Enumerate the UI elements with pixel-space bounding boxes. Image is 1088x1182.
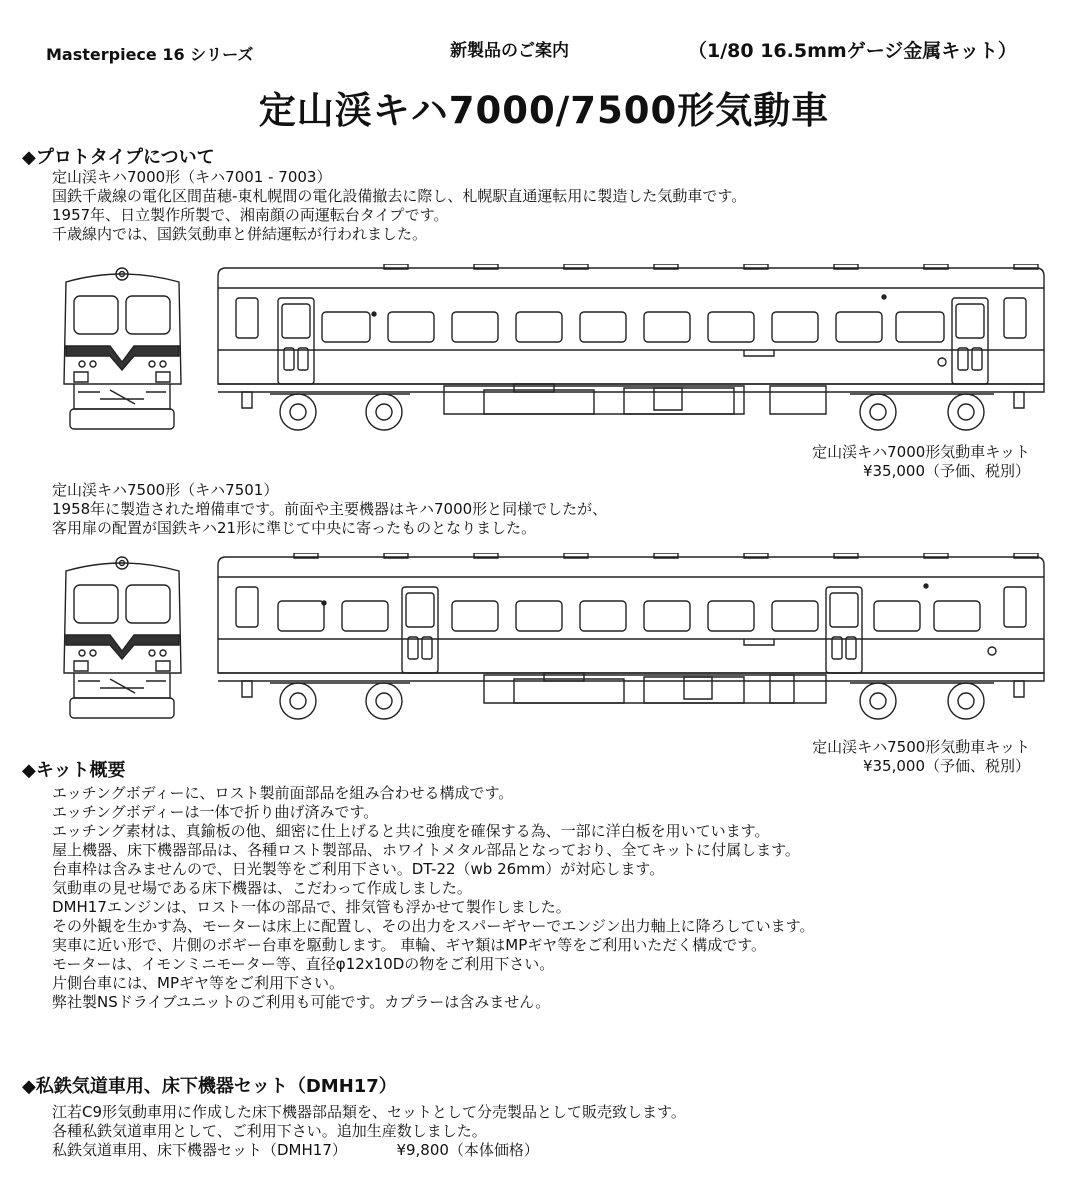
- kit-heading: ◆キット概要: [22, 760, 126, 781]
- text-line: 定山渓キハ7000形（キハ7001 - 7003）: [52, 168, 332, 186]
- text-line: 台車枠は含みませんので、日光製等をご利用下さい。DT-22（wb 26mm）が対応します。: [52, 860, 665, 878]
- text-line: 片側台車には、MPギヤ等をご利用下さい。: [52, 974, 344, 992]
- kiha7500-product-price: ¥35,000（予価、税別）: [862, 757, 1030, 775]
- page-title: 定山渓キハ7000/7500形気動車: [258, 89, 830, 132]
- text-line: 弊社製NSドライブユニットのご利用も可能です。カプラーは含みません。: [52, 993, 551, 1011]
- text-line: 1957年、日立製作所製で、湘南顔の両運転台タイプです。: [52, 206, 449, 224]
- kiha7000-product-name: 定山渓キハ7000形気動車キット: [812, 443, 1030, 461]
- underfloor-heading: ◆私鉄気道車用、床下機器セット（DMH17）: [22, 1076, 397, 1097]
- kiha7000-front-drawing: [60, 264, 185, 434]
- text-line: エッチング素材は、真鍮板の他、細密に仕上げると共に強度を確保する為、一部に洋白板を用いています。: [52, 822, 770, 840]
- kiha7000-side-drawing: [214, 264, 1048, 436]
- kiha7500-caption: [812, 738, 1030, 776]
- text-line: 国鉄千歳線の電化区間苗穂-東札幌間の電化設備撤去に際し、札幌駅直通運転用に製造した気動車です。: [52, 187, 747, 205]
- text-line: エッチングボディーに、ロスト製前面部品を組み合わせる構成です。: [52, 784, 514, 802]
- text-line: 江若C9形気動車用に作成した床下機器部品類を、セットとして分売製品として販売致します。: [52, 1103, 686, 1121]
- kiha7000-caption: [812, 443, 1030, 481]
- kit-description: [52, 784, 814, 1012]
- underfloor-product-line: [52, 1141, 686, 1160]
- kiha7000-description: [52, 168, 746, 244]
- kiha7500-front-drawing: [60, 553, 185, 723]
- text-line: 実車に近い形で、片側のボギー台車を駆動します。 車輪、ギヤ類はMPギヤ等をご利用いただく構成です。: [52, 936, 767, 954]
- text-line: 気動車の見せ場である床下機器は、こだわって作成しました。: [52, 879, 472, 897]
- underfloor-description: [52, 1103, 686, 1160]
- underfloor-product-name: 私鉄気道車用、床下機器セット（DMH17）: [52, 1141, 347, 1159]
- text-line: 各種私鉄気道車用として、ご利用下さい。追加生産数しました。: [52, 1122, 487, 1140]
- notice-label: 新製品のご案内: [450, 41, 569, 61]
- spec-label: （1/80 16.5mmゲージ金属キット）: [688, 40, 1017, 62]
- text-line: 1958年に製造された増備車です。前面や主要機器はキハ7000形と同様でしたが、: [52, 500, 608, 518]
- series-label: Masterpiece 16 シリーズ: [46, 45, 254, 64]
- prototype-heading: ◆プロトタイプについて: [22, 147, 215, 168]
- text-line: エッチングボディーは一体で折り曲げ済みです。: [52, 803, 379, 821]
- text-line: DMH17エンジンは、ロスト一体の部品で、排気管も浮かせて製作しました。: [52, 898, 571, 916]
- text-line: 屋上機器、床下機器部品は、各種ロスト製部品、ホワイトメタル部品となっており、全てキットに付属します。: [52, 841, 800, 859]
- text-line: その外観を生かす為、モーターは床上に配置し、その出力をスパーギヤーでエンジン出力軸上に降ろしています。: [52, 917, 815, 935]
- kiha7500-side-drawing: [214, 553, 1048, 725]
- text-line: モーターは、イモンミニモーター等、直径φ12x10Dの物をご利用下さい。: [52, 955, 555, 973]
- text-line: 千歳線内では、国鉄気動車と併結運転が行われました。: [52, 225, 428, 243]
- kiha7500-description: [52, 481, 607, 538]
- text-line: 客用扉の配置が国鉄キハ21形に準じて中央に寄ったものとなりました。: [52, 519, 537, 537]
- kiha7000-product-price: ¥35,000（予価、税別）: [862, 462, 1030, 480]
- kiha7500-product-name: 定山渓キハ7500形気動車キット: [812, 738, 1030, 756]
- underfloor-product-price: ¥9,800（本体価格）: [396, 1141, 539, 1159]
- text-line: 定山渓キハ7500形（キハ7501）: [52, 481, 279, 499]
